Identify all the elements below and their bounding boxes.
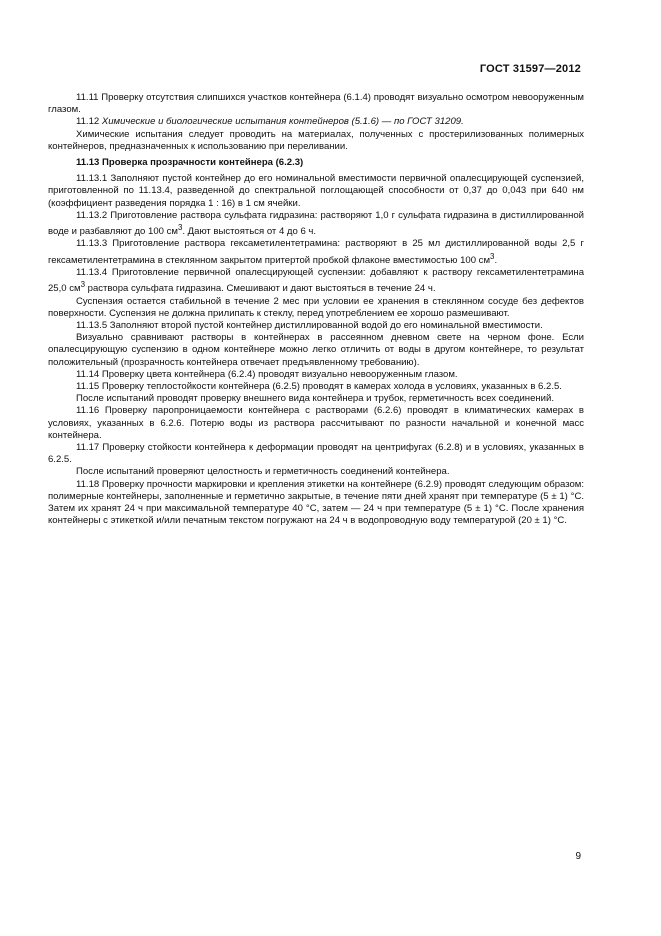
paragraph-11-17: 11.17 Проверку стойкости контейнера к деформации проводят на центрифугах (6.2.8) и в условиях, указанных в 6.2.5. <box>48 442 584 466</box>
paragraph-italic-text: Химические и биологические испытания контейнеров (5.1.6) — по ГОСТ 31209. <box>101 116 464 128</box>
paragraph-chemical-tests: Химические испытания следует проводить на материалах, полученных с простерилизованных полимерных контейнеров, предназначенных к использованию при переливании. <box>48 128 584 152</box>
document-number: ГОСТ 31597—2012 <box>479 63 581 75</box>
page-number: 9 <box>575 851 581 862</box>
paragraph-11-13-5: 11.13.5 Заполняют второй пустой контейнер дистиллированной водой до его номинальной вместимости. <box>76 319 543 331</box>
text-part: 11.13.4 Приготовление первичной опалесцирующей суспензии: добавляют к раствору гексаметилентетрамина 25,0 см <box>48 266 584 295</box>
paragraph-11-14: 11.14 Проверку цвета контейнера (6.2.4) проводят визуально невооруженным глазом. <box>76 368 458 380</box>
section-heading-11-13: 11.13 Проверка прозрачности контейнера (6.2.3) <box>76 157 304 169</box>
superscript: 3 <box>80 280 85 290</box>
text-part: . Дают выстояться от 4 до 6 ч. <box>182 226 317 238</box>
document-body <box>48 92 584 527</box>
text-part: 11.13.2 Приготовление раствора сульфата гидразина: растворяют 1,0 г сульфата гидразина в дистиллированной воде и разбавляют до 100 см <box>48 209 584 238</box>
paragraph-11-16: 11.16 Проверку паропроницаемости контейнера с растворами (6.2.6) проводят в климатических камерах в условиях, указанных в 6.2.6. Потерю воды из раствора рассчитывают по разности начальной и конечной масс контейнера. <box>48 405 584 441</box>
paragraph-11-13-4 <box>48 267 584 296</box>
paragraph-11-13-2 <box>48 210 584 239</box>
paragraph-number: 11.12 <box>76 116 102 128</box>
paragraph-after-tests-inspection: После испытаний проводят проверку внешнего вида контейнера и трубок, герметичность всех соединений. <box>76 393 554 405</box>
paragraph-11-18: 11.18 Проверку прочности маркировки и крепления этикетки на контейнере (6.2.9) проводят следующим образом: полимерные контейнеры, заполненные и герметично закрытые, в течение пяти дней хранят при температуре (5 ± 1) °С. Затем их хранят 24 ч при максимальной температуре 40 °С, затем — 24 ч при температуре (5 ± 1) °С. После хранения контейнеры с этикеткой и/или печатным текстом погружают на 24 ч в водопроводную воду температурой (20 ± 1) °С. <box>48 478 584 527</box>
paragraph-11-13-3 <box>48 238 584 267</box>
paragraph-visual-comparison: Визуально сравнивают растворы в контейнерах в рассеянном дневном свете на черном фоне. Если опалесцирующую суспензию в одном контейнере можно легко отличить от воды в другом контейнере, то результат положительный (прозрачность контейнера отвечает предъявленному требованию). <box>48 332 584 368</box>
superscript: 3 <box>177 223 183 233</box>
paragraph-11-12 <box>48 116 584 128</box>
paragraph-11-15: 11.15 Проверку теплостойкости контейнера (6.2.5) проводят в камерах холода в условиях, указанных в 6.2.5. <box>76 380 562 392</box>
paragraph-11-13-1: 11.13.1 Заполняют пустой контейнер до его номинальной вместимости первичной опалесцирующей суспензией, приготовленной по 11.13.4, разведенной до спектральной поглощающей способности от 0,37 до 0,043 при 640 нм (коэффициент разведения порядка 1 : 16) в 1 см ячейки. <box>48 173 584 209</box>
text-part: раствора сульфата гидразина. Смешивают и дают выстояться в течение 24 ч. <box>85 283 436 295</box>
superscript: 3 <box>490 251 495 261</box>
text-part: 11.13.3 Приготовление раствора гексаметилентетрамина: растворяют в 25 мл дистиллированной воды 2,5 г гексаметилентетрамина в стеклянном закрытом притертой пробкой флаконе вместимостью 100 см <box>48 238 584 266</box>
paragraph-integrity-check: После испытаний проверяют целостность и герметичность соединений контейнера. <box>76 466 450 478</box>
paragraph-11-11: 11.11 Проверку отсутствия слипшихся участков контейнера (6.1.4) проводят визуально осмотром невооруженным глазом. <box>48 92 584 116</box>
paragraph-suspension-stability: Суспензия остается стабильной в течение 2 мес при условии ее хранения в стеклянном сосуде без дефектов поверхности. Суспензия не должна прилипать к стеклу, перед употреблением ее хорошо размешивают. <box>48 295 584 319</box>
text-part: . <box>494 254 498 266</box>
